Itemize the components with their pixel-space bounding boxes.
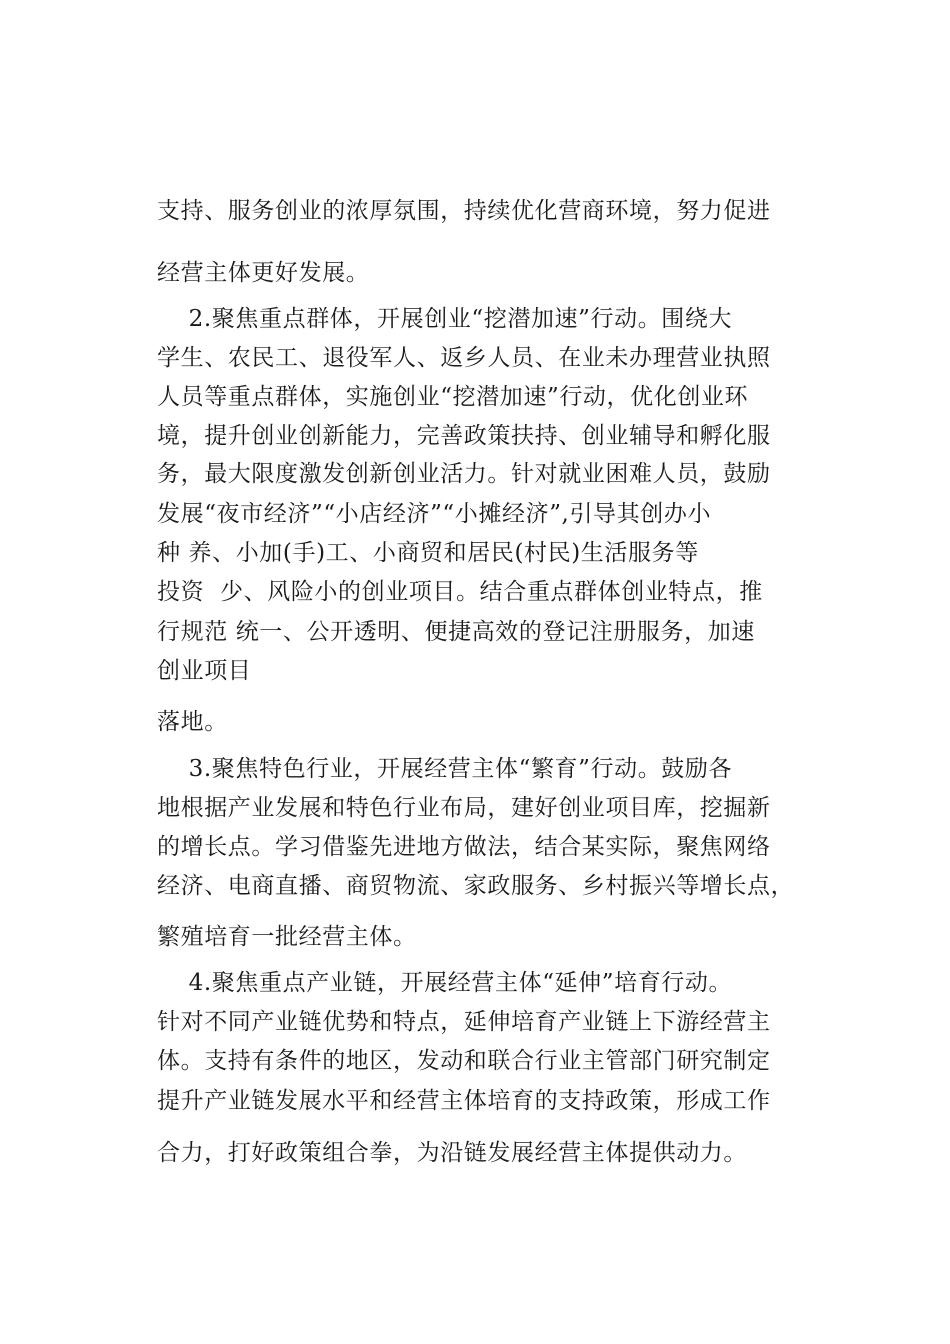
paragraph-2-start: 2.聚焦重点群体，开展创业“挖潜加速”行动。围绕大 [157,306,733,332]
paragraph-3-start: 3.聚焦特色行业，开展经营主体“繁育”行动。鼓励各 [157,756,733,782]
text-line: 针对不同产业链优势和特点，延伸培育产业链上下游经营主 [157,1009,771,1035]
text-line: 提升产业链发展水平和经营主体培育的支持政策，形成工作 [157,1088,771,1114]
text-line: 人员等重点群体，实施创业“挖潜加速”行动，优化创业环 [157,384,749,410]
text-line: 经营主体更好发展。 [157,260,370,286]
text-line: 境，提升创业创新能力，完善政策扶持、创业辅导和孵化服 [157,423,771,449]
text-line: 创业项目 [157,658,252,684]
text-line: 发展“夜市经济”“小店经济”“小摊经济”,引导其创办小 [157,501,712,527]
text-line: 学生、农民工、退役军人、返乡人员、在业未办理营业执照 [157,345,771,371]
text-line: 支持、服务创业的浓厚氛围，持续优化营商环境，努力促进 [157,198,771,224]
text-line: 繁殖培育一批经营主体。 [157,924,417,950]
text-line: 务，最大限度激发创新创业活力。针对就业困难人员，鼓励 [157,461,771,487]
text-line: 落地。 [157,709,228,735]
text-line: 行规范 统一、公开透明、便捷高效的登记注册服务，加速 [157,619,755,645]
paragraph-4-start: 4.聚焦重点产业链，开展经营主体“延伸”培育行动。 [157,970,733,996]
text-line: 经济、电商直播、商贸物流、家政服务、乡村振兴等增长点， [157,873,795,899]
text-line: 合力，打好政策组合拳，为沿链发展经营主体提供动力。 [157,1140,747,1166]
text-line: 体。支持有条件的地区，发动和联合行业主管部门研究制定 [157,1048,771,1074]
text-line: 投资 少、风险小的创业项目。结合重点群体创业特点，推 [157,579,763,605]
text-line: 地根据产业发展和特色行业布局，建好创业项目库，挖掘新 [157,795,771,821]
text-line: 种 养、小加(手)工、小商贸和居民(村民)生活服务等 [157,540,699,566]
text-line: 的增长点。学习借鉴先进地方做法，结合某实际，聚焦网络 [157,834,771,860]
